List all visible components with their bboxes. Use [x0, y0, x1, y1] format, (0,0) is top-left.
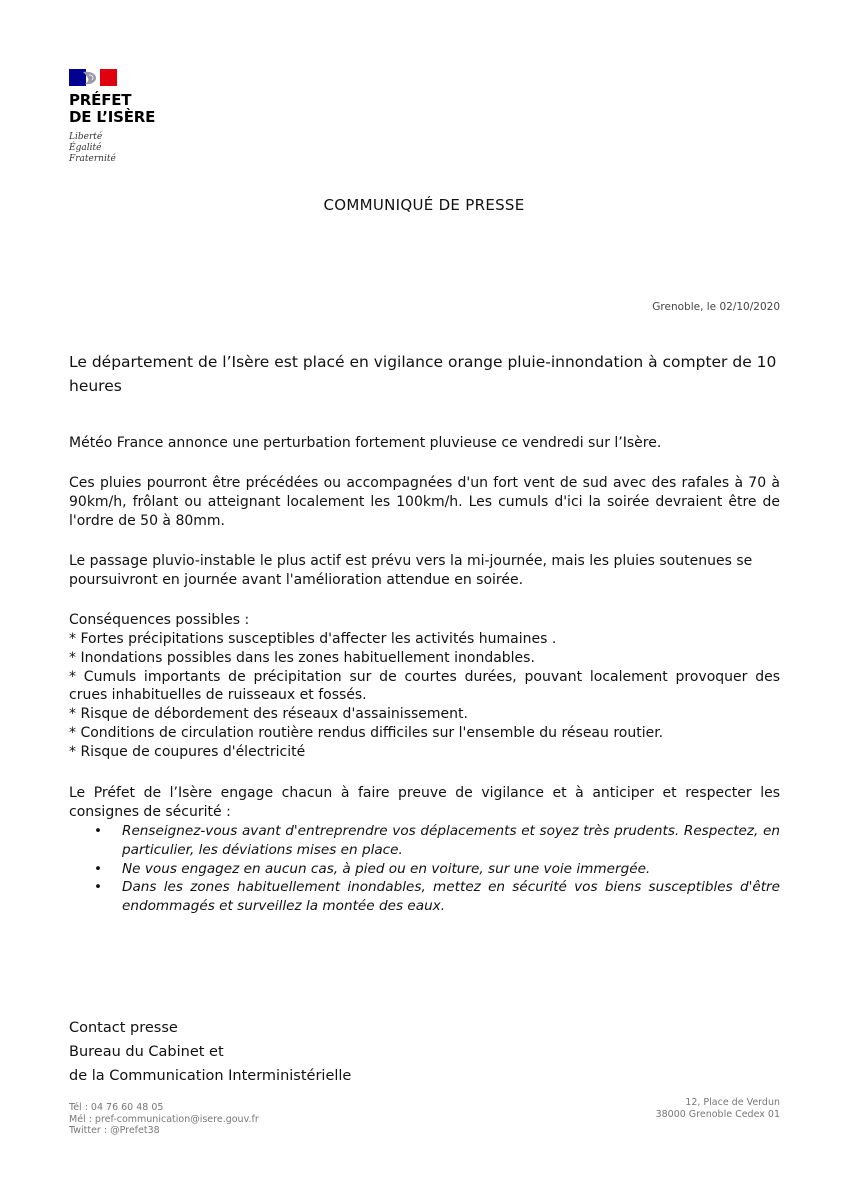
safety-item	[69, 860, 780, 879]
press-contact	[69, 1016, 351, 1088]
footer-address	[656, 1097, 780, 1120]
safety-list	[69, 822, 780, 916]
bullet-dot: •	[94, 879, 103, 896]
safety-item	[69, 878, 780, 916]
footer-contact-details	[69, 1102, 259, 1137]
footer-phone: Tél : 04 76 60 48 05	[69, 1102, 164, 1113]
contact-line: de la Communication Interministérielle	[69, 1068, 352, 1084]
footer-email[interactable]: Mél : pref-communication@isere.gouv.fr	[69, 1113, 259, 1125]
safety-item-text: Ne vous engagez en aucun cas, à pied ou en voiture, sur une voie immergée.	[122, 860, 651, 877]
address-line: 38000 Grenoble Cedex 01	[655, 1108, 780, 1120]
address-line: 12, Place de Verdun	[685, 1097, 780, 1108]
document-date: Grenoble, le 02/10/2020	[652, 301, 780, 313]
bullet-dot: •	[94, 823, 103, 839]
bullet-dot: •	[94, 860, 103, 877]
paragraph-engagement: Le Préfet de l’Isère engage chacun à faire preuve de vigilance et à anticiper et respecter les consignes de sécurité :	[69, 785, 780, 820]
paragraph-timing: Le passage pluvio-instable le plus actif est prévu vers la mi-journée, mais les pluies soutenues se poursuivront en journée avant l'amélioration attendue en soirée.	[69, 553, 753, 588]
footer-twitter[interactable]: Twitter : @Prefet38	[69, 1125, 160, 1136]
motto-liberte: Liberté	[69, 132, 103, 142]
consequences-title: Conséquences possibles :	[69, 612, 250, 628]
consequence-item: * Fortes précipitations susceptibles d'affecter les activités humaines .	[69, 631, 557, 647]
marianne-flag-logo	[69, 69, 117, 86]
motto-fraternite: Fraternité	[69, 154, 116, 164]
paragraph-intro: Météo France annonce une perturbation fortement pluvieuse ce vendredi sur l’Isère.	[69, 435, 662, 451]
consequence-item: * Cumuls importants de précipitation sur de courtes durées, pouvant localement provoquer des crues inhabituelles de ruisseaux et fossés.	[69, 668, 780, 704]
paragraph-wind: Ces pluies pourront être précédées ou accompagnées d'un fort vent de sud avec des rafales à 70 à 90km/h, frôlant ou atteignant localement les 100km/h. Les cumuls d'ici la soirée devraient être de l'ordre de 50 à 80mm.	[69, 475, 780, 529]
safety-item	[69, 822, 780, 860]
contact-heading: Contact presse	[69, 1020, 178, 1036]
consequence-item: * Risque de débordement des réseaux d'assainissement.	[69, 706, 468, 723]
press-release-title: Le département de l’Isère est placé en vigilance orange pluie-innondation à compter de 10 heures	[69, 353, 777, 395]
safety-item-text: Renseignez-vous avant d'entreprendre vos déplacements et soyez très prudents. Respectez, en particulier, les déviations mises en place.	[122, 823, 780, 858]
consequence-item: * Inondations possibles dans les zones habituellement inondables.	[69, 649, 535, 666]
consequence-item: * Risque de coupures d'électricité	[69, 743, 306, 760]
safety-item-text: Dans les zones habituellement inondables, mettez en sécurité vos biens susceptibles d'être endommagés et surveillez la montée des eaux.	[122, 879, 780, 915]
contact-line: Bureau du Cabinet et	[69, 1044, 224, 1060]
motto-egalite: Égalité	[69, 143, 102, 153]
document-heading: COMMUNIQUÉ DE PRESSE	[323, 196, 525, 214]
consequence-item: * Conditions de circulation routière rendus difficiles sur l'ensemble du réseau routier.	[69, 724, 664, 741]
consequences-section	[69, 611, 780, 762]
prefet-title-line2: DE L’ISÈRE	[69, 108, 156, 126]
prefet-title-line1: PRÉFET	[69, 91, 132, 109]
